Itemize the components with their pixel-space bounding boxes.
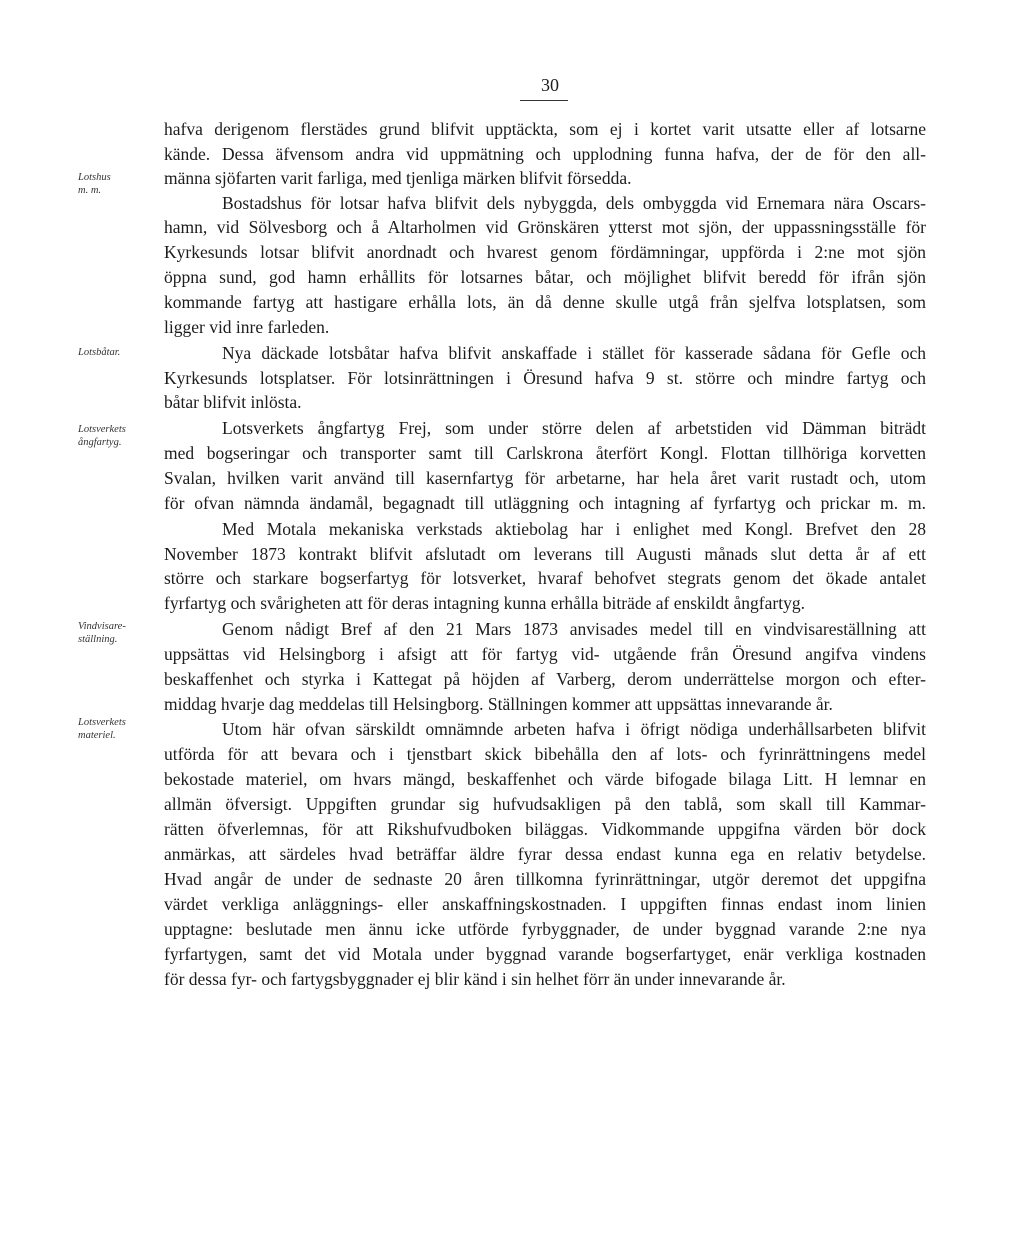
text-line: Nya däckade lotsbåtar hafva blifvit anskaffade i stället för kasserade sådana för Gefle och xyxy=(222,343,926,363)
margin-note-materiel xyxy=(78,716,162,742)
text-line: kommande fartyg att hastigare erhålla lots, än då denne skulle utgå från sjelfva lotsplatsen, som xyxy=(164,292,926,312)
margin-note-line: m. m. xyxy=(78,185,102,196)
text-line: hafva derigenom flerstädes grund blifvit upptäckta, som ej i kortet varit utsatte eller af lotsarne xyxy=(164,119,926,139)
margin-note-line: materiel. xyxy=(78,730,116,741)
text-line: beskaffenhet och styrka i Kattegat på höjden af Varberg, derom underrättelse morgon och efter- xyxy=(164,669,926,689)
text-line: Svalan, hvilken varit använd till kasernfartyg för arbetarne, har hela året varit rustadt och, utom xyxy=(164,468,926,488)
text-line: männa sjöfarten varit farliga, med tjenliga märken blifvit försedda. xyxy=(164,168,632,188)
text-line: hamn, vid Sölvesborg och å Altarholmen vid Grönskären ytterst mot sjön, der uppassningsställe för xyxy=(164,217,926,237)
text-line: uppsättas vid Helsingborg i afsigt att för fartyg vid- utgående från Öresund angifva vindens xyxy=(164,644,926,664)
text-line: Genom nådigt Bref af den 21 Mars 1873 anvisades medel till en vindvisareställning att xyxy=(222,619,926,639)
text-line: värdet verkliga anläggnings- eller anskaffningskostnaden. I uppgiften finnas endast inom linien xyxy=(164,894,926,914)
text-line: Hvad angår de under de sednaste 20 åren tillkomna fyrinrättningar, utgör deremot det uppgifna xyxy=(164,869,926,889)
text-line: större och starkare bogserfartyg för lotsverket, hvaraf behofvet stegrats genom det ökade antalet xyxy=(164,568,926,588)
text-line: för dessa fyr- och fartygsbyggnader ej blir känd i sin helhet förr än under innevarande år. xyxy=(164,969,786,989)
margin-note-line: Lotsverkets xyxy=(78,424,126,435)
text-line: fyrfartyg och svårigheten att för deras intagning kunna erhålla biträde af enskildt ångfartyg. xyxy=(164,593,805,613)
text-line: Bostadshus för lotsar hafva blifvit dels nybyggda, dels ombyggda vid Ernemara nära Oscars- xyxy=(222,193,926,213)
text-line: Utom här ofvan särskildt omnämnde arbeten hafva i öfrigt nödiga underhållsarbeten blifvit xyxy=(222,719,926,739)
text-line: utförda för att bevara och i tjenstbart skick bibehålla den af lots- och fyrinrättningens medel xyxy=(164,744,926,764)
margin-note-line: ångfartyg. xyxy=(78,437,122,448)
text-line: Med Motala mekaniska verkstads aktiebolag har i enlighet med Kongl. Brefvet den 28 xyxy=(222,519,926,539)
text-line: Kyrkesunds lotsplatser. För lotsinrättningen i Öresund hafva 9 st. större och mindre fartyg och xyxy=(164,368,926,388)
margin-note-vindvisare xyxy=(78,620,162,646)
text-line: Kyrkesunds lotsar blifvit anordnadt och hvarest genom fördämningar, uppförda i 2:ne mot sjön xyxy=(164,242,926,262)
text-line: fyrfartygen, samt det vid Motala under byggnad varande bogserfartyget, enär verkliga kostnaden xyxy=(164,944,926,964)
text-line: anmärkas, att särdeles hvad beträffar äldre fyrar dessa endast kunna ega en relativ betydelse. xyxy=(164,844,926,864)
page-number-rule xyxy=(520,100,568,101)
margin-note-line: Lotsverkets xyxy=(78,717,126,728)
margin-note-lotsbatar xyxy=(78,346,162,359)
margin-note-line: Vindvisare- xyxy=(78,621,126,632)
page-number: 30 xyxy=(541,75,559,95)
text-line: med bogseringar och transporter samt till Carlskrona återfört Kongl. Flottan tillhöriga korvetten xyxy=(164,443,926,463)
text-line: öppna sund, god hamn erhållits för lotsarnes båtar, och möjlighet blifvit beredd för ifrån sjön xyxy=(164,267,926,287)
margin-note-angfartyg xyxy=(78,423,162,449)
margin-note-line: Lotsbåtar. xyxy=(78,347,121,358)
margin-note-line: ställning. xyxy=(78,634,118,645)
text-line: middag hvarje dag meddelas till Helsingborg. Ställningen kommer att uppsättas innevarande år. xyxy=(164,694,833,714)
text-line: båtar blifvit inlösta. xyxy=(164,392,302,412)
text-line: upptagne: beslutade men ännu icke utförde fyrbyggnader, de under byggnad varande 2:ne nya xyxy=(164,919,926,939)
text-line: kände. Dessa äfvensom andra vid uppmätning och upplodning funna hafva, der de för den all- xyxy=(164,144,926,164)
text-line: rätten öfverlemnas, för att Rikshufvudboken biläggas. Vidkommande uppgifna värden bör dock xyxy=(164,819,926,839)
text-line: Lotsverkets ångfartyg Frej, som under större delen af arbetstiden vid Dämman biträdt xyxy=(222,418,926,438)
margin-note-lotshus xyxy=(78,171,162,197)
margin-note-line: Lotshus xyxy=(78,172,111,183)
text-line: ligger vid inre farleden. xyxy=(164,317,330,337)
text-line: November 1873 kontrakt blifvit afslutadt om leverans till Augusti månads slut detta år af ett xyxy=(164,544,926,564)
text-line: allmän öfversigt. Uppgiften grundar sig hufvudsakligen på den tablå, som skall till Kammar- xyxy=(164,794,926,814)
text-line: bekostade materiel, om hvars mängd, beskaffenhet och värde bifogade bilaga Litt. H lemnar en xyxy=(164,769,926,789)
text-line: för ofvan nämnda ändamål, begagnadt till utläggning och intagning af fyrfartyg och prickar m. m. xyxy=(164,493,926,513)
